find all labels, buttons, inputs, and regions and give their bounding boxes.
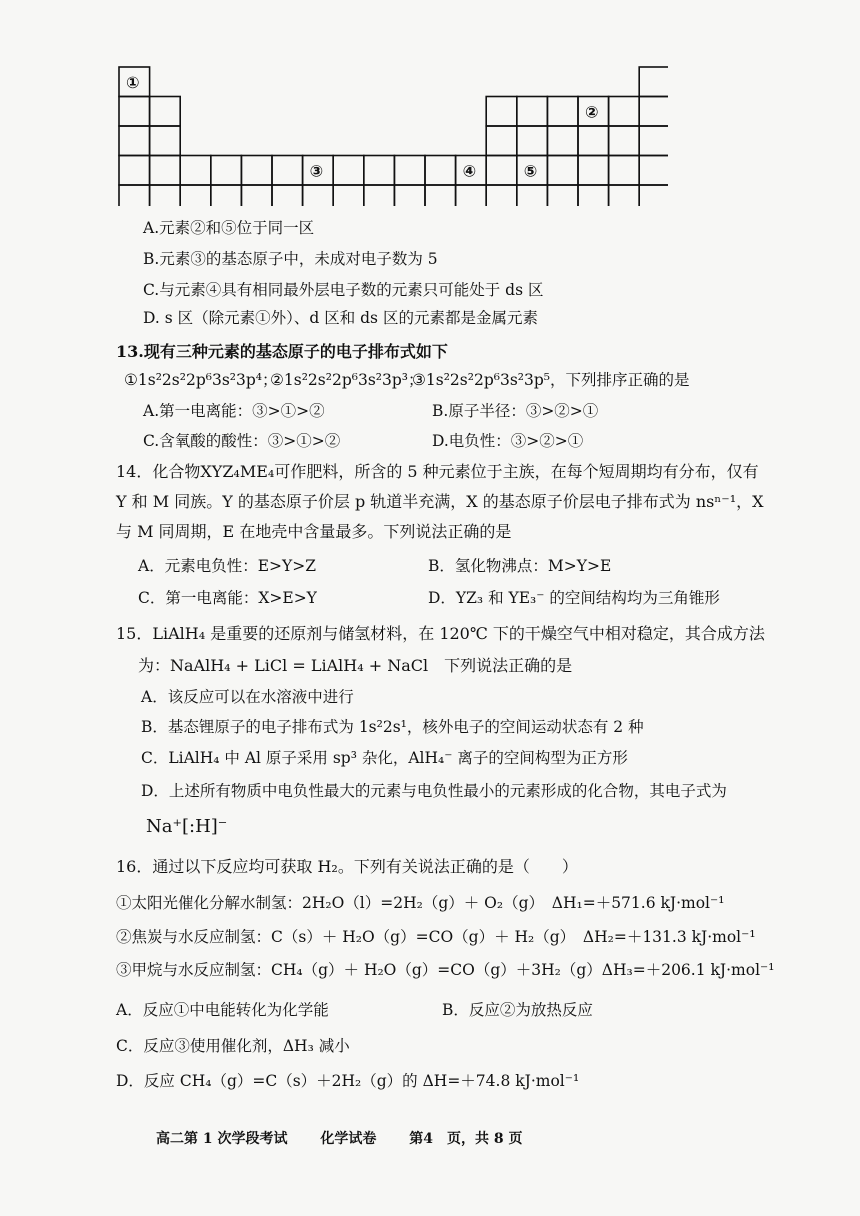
- q15-option-b: B．基态锂原子的电子排布式为 1s²2s¹，核外电子的空间运动状态有 2 种: [141, 718, 644, 736]
- q13-config-2: ②1s²2s²2p⁶3s²3p³；: [270, 371, 424, 389]
- q15-option-d: D．上述所有物质中电负性最大的元素与电负性最小的元素形成的化合物，其电子式为: [141, 782, 727, 800]
- element-marker: ②: [585, 102, 599, 122]
- q16-option-b: B．反应②为放热反应: [442, 1001, 593, 1019]
- q15-option-c: C．LiAlH₄ 中 Al 原子采用 sp³ 杂化，AlH₄⁻ 离子的空间构型为正方形: [141, 749, 628, 767]
- table-cell: [394, 185, 425, 206]
- q15-option-a: A．该反应可以在水溶液中进行: [141, 688, 354, 706]
- q12-option-c: C.与元素④具有相同最外层电子数的元素只可能处于 ds 区: [143, 281, 544, 299]
- table-cell: [303, 185, 334, 206]
- q13-stem: 13.现有三种元素的基态原子的电子排布式如下: [116, 342, 448, 361]
- q16-reaction-2: ②焦炭与水反应制氢：C（s）＋ H₂O（g）=CO（g）＋ H₂（g） ΔH₂=＋131.3 kJ·mol⁻¹: [116, 928, 756, 946]
- table-cell: [456, 185, 487, 206]
- table-cell: [547, 97, 578, 127]
- q16-option-d: D．反应 CH₄（g）=C（s）＋2H₂（g）的 ΔH=＋74.8 kJ·mol⁻¹: [116, 1072, 580, 1090]
- table-cell: [609, 97, 640, 127]
- table-cell: [119, 97, 150, 127]
- element-marker: ③: [309, 161, 324, 181]
- periodic-table-grid: [118, 66, 668, 206]
- table-cell: [211, 156, 242, 186]
- table-cell: [364, 156, 395, 186]
- q14-option-b: B．氢化物沸点：M>Y>E: [428, 557, 612, 575]
- q15-stem-line-1: 15．LiAlH₄ 是重要的还原剂与储氢材料，在 120℃ 下的干燥空气中相对稳定，其合成方法: [116, 624, 765, 643]
- table-cell: [609, 156, 640, 186]
- table-cell: [639, 97, 668, 127]
- q15-stem-line-2: 为：NaAlH₄ + LiCl = LiAlH₄ + NaCl 下列说法正确的是: [138, 656, 573, 675]
- q14-option-d: D．YZ₃ 和 YE₃⁻ 的空间结构均为三角锥形: [428, 589, 720, 607]
- table-cell: [150, 156, 181, 186]
- table-cell: [119, 156, 150, 186]
- table-cell: [272, 156, 303, 186]
- table-cell: [547, 156, 578, 186]
- table-cell: [639, 126, 668, 156]
- table-cell: [517, 185, 548, 206]
- q14-stem-line-2: Y 和 M 同族。Y 的基态原子价层 p 轨道半充满，X 的基态原子价层电子排布式为 nsⁿ⁻¹，X: [116, 492, 764, 511]
- table-cell: [241, 185, 272, 206]
- table-cell: [639, 185, 668, 206]
- footer-subject: 化学试卷: [320, 1131, 377, 1147]
- q16-stem: 16．通过以下反应均可获取 H₂。下列有关说法正确的是（ ）: [116, 857, 578, 876]
- table-cell: [578, 156, 609, 186]
- page-footer: [156, 1128, 550, 1148]
- table-cell: [150, 185, 181, 206]
- q13-config-3: ③1s²2s²2p⁶3s²3p⁵，下列排序正确的是: [412, 371, 690, 389]
- q15-electron-formula: Na⁺[:H]⁻: [146, 816, 228, 837]
- q12-option-a: A.元素②和⑤位于同一区: [143, 219, 315, 237]
- table-cell: [333, 185, 364, 206]
- table-cell: [517, 97, 548, 127]
- table-cell: [425, 156, 456, 186]
- table-cell: [333, 156, 364, 186]
- table-cell: [578, 185, 609, 206]
- element-marker: ⑤: [523, 161, 538, 181]
- q16-reaction-3: ③甲烷与水反应制氢：CH₄（g）＋ H₂O（g）=CO（g）＋3H₂（g）ΔH₃=＋206.1 kJ·mol⁻¹: [116, 961, 775, 979]
- q13-option-d: D.电负性：③>②>①: [432, 432, 584, 450]
- footer-exam-name: 高二第 1 次学段考试: [156, 1131, 288, 1147]
- table-cell: [547, 126, 578, 156]
- table-cell: [119, 126, 150, 156]
- table-cell: [486, 126, 517, 156]
- element-marker: ④: [462, 161, 477, 181]
- table-cell: [639, 67, 668, 97]
- q12-option-d: D. s 区（除元素①外）、d 区和 ds 区的元素都是金属元素: [143, 309, 538, 327]
- q13-option-a: A.第一电离能：③>①>②: [143, 402, 325, 420]
- table-cell: [578, 126, 609, 156]
- q14-option-c: C．第一电离能：X>E>Y: [138, 589, 317, 607]
- element-marker: ①: [126, 73, 140, 92]
- table-cell: [150, 97, 181, 127]
- table-cell: [364, 185, 395, 206]
- table-cell: [119, 185, 150, 206]
- q14-stem-line-3: 与 M 同周期，E 在地壳中含量最多。下列说法正确的是: [116, 522, 512, 541]
- table-cell: [394, 156, 425, 186]
- q13-config-1: ①1s²2s²2p⁶3s²3p⁴；: [124, 371, 278, 389]
- footer-page-number: 第4 页，共 8 页: [409, 1131, 523, 1147]
- q14-option-a: A．元素电负性：E>Y>Z: [138, 557, 316, 575]
- table-cell: [150, 126, 181, 156]
- table-cell: [180, 185, 211, 206]
- q14-stem-line-1: 14．化合物XYZ₄ME₄可作肥料，所含的 5 种元素位于主族，在每个短周期均有分布，仅有: [116, 462, 759, 481]
- table-cell: [211, 185, 242, 206]
- q12-option-b: B.元素③的基态原子中，未成对电子数为 5: [143, 250, 438, 268]
- q16-option-a: A．反应①中电能转化为化学能: [116, 1001, 329, 1019]
- table-cell: [486, 156, 517, 186]
- table-cell: [486, 97, 517, 127]
- table-cell: [425, 185, 456, 206]
- table-cell: [486, 185, 517, 206]
- table-cell: [241, 156, 272, 186]
- q13-option-b: B.原子半径：③>②>①: [432, 402, 599, 420]
- q16-option-c: C．反应③使用催化剂，ΔH₃ 减小: [116, 1037, 350, 1055]
- table-cell: [639, 156, 668, 186]
- table-cell: [609, 126, 640, 156]
- table-cell: [180, 156, 211, 186]
- q13-option-c: C.含氧酸的酸性：③>①>②: [143, 432, 341, 450]
- table-cell: [272, 185, 303, 206]
- table-cell: [517, 126, 548, 156]
- table-cell: [609, 185, 640, 206]
- q16-reaction-1: ①太阳光催化分解水制氢：2H₂O（l）=2H₂（g）＋ O₂（g） ΔH₁=＋571.6 kJ·mol⁻¹: [116, 894, 725, 912]
- table-cell: [547, 185, 578, 206]
